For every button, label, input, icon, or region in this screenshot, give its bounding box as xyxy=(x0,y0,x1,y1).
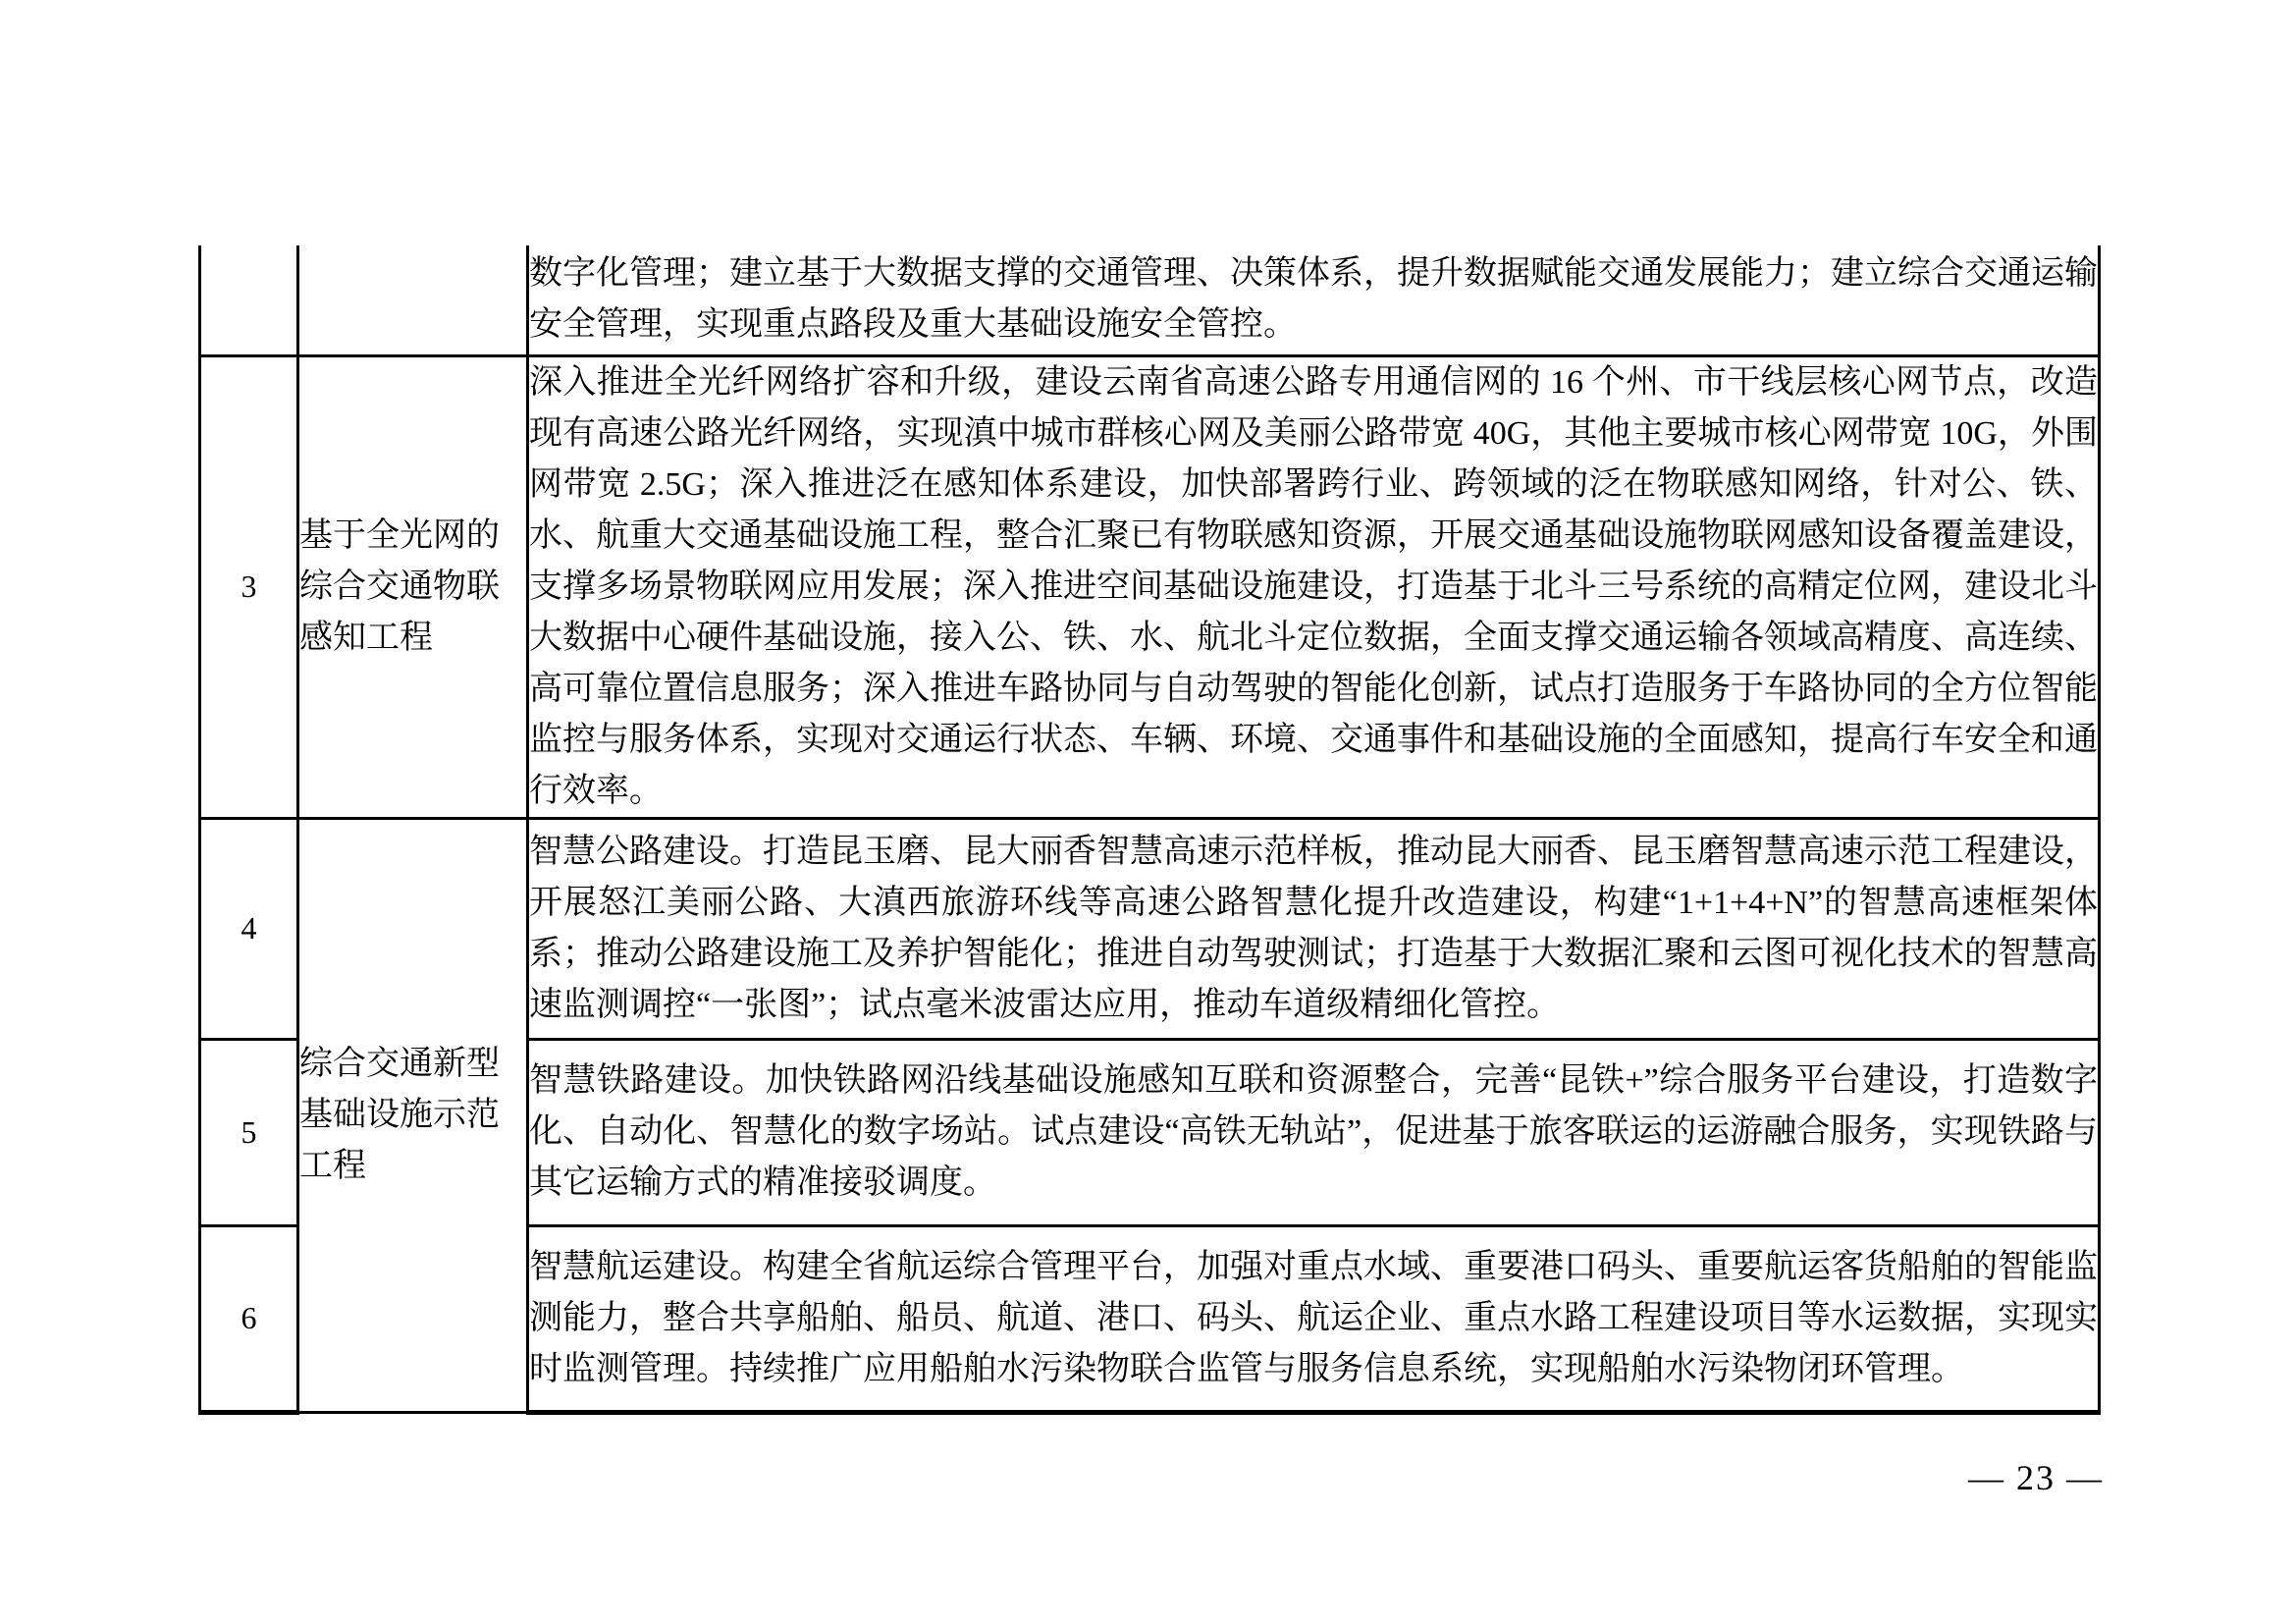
project-desc-cell: 智慧航运建设。构建全省航运综合管理平台，加强对重点水域、重要港口码头、重要航运客货船舶的智能监测能力，整合共享船舶、船员、航道、港口、码头、航运企业、重点水路工程建设项目等水运数据，实现实时监测管理。持续推广应用船舶水污染物联合监管与服务信息系统，实现船舶水污染物闭环管理。 xyxy=(528,1225,2100,1412)
project-name-cell-merged: 综合交通新型基础设施示范工程 xyxy=(298,818,528,1412)
row-number-cell: 6 xyxy=(200,1225,298,1412)
project-desc-cell: 智慧铁路建设。加快铁路网沿线基础设施感知互联和资源整合，完善“昆铁+”综合服务平台建设，打造数字化、自动化、智慧化的数字场站。试点建设“高铁无轨站”，促进基于旅客联运的运游融合服务，实现铁路与其它运输方式的精准接驳调度。 xyxy=(528,1039,2100,1225)
table-row-4 xyxy=(200,818,2100,1039)
row-number-cell xyxy=(200,245,298,355)
table-row-3 xyxy=(200,355,2100,818)
project-name-cell: 基于全光网的综合交通物联感知工程 xyxy=(298,355,528,818)
project-desc-cell: 智慧公路建设。打造昆玉磨、昆大丽香智慧高速示范样板，推动昆大丽香、昆玉磨智慧高速示范工程建设，开展怒江美丽公路、大滇西旅游环线等高速公路智慧化提升改造建设，构建“1+1+4+N”的智慧高速框架体系；推动公路建设施工及养护智能化；推进自动驾驶测试；打造基于大数据汇聚和云图可视化技术的智慧高速监测调控“一张图”；试点毫米波雷达应用，推动车道级精细化管控。 xyxy=(528,818,2100,1039)
table-row-continuation xyxy=(200,245,2100,355)
project-desc-cell: 深入推进全光纤网络扩容和升级，建设云南省高速公路专用通信网的 16 个州、市干线层核心网节点，改造现有高速公路光纤网络，实现滇中城市群核心网及美丽公路带宽 40G，其他主要城市核心网带宽 10G，外围网带宽 2.5G；深入推进泛在感知体系建设，加快部署跨行业、跨领域的泛在物联感知网络，针对公、铁、水、航重大交通基础设施工程，整合汇聚已有物联感知资源，开展交通基础设施物联网感知设备覆盖建设，支撑多场景物联网应用发展；深入推进空间基础设施建设，打造基于北斗三号系统的高精定位网，建设北斗大数据中心硬件基础设施，接入公、铁、水、航北斗定位数据，全面支撑交通运输各领域高精度、高连续、高可靠位置信息服务；深入推进车路协同与自动驾驶的智能化创新，试点打造服务于车路协同的全方位智能监控与服务体系，实现对交通运行状态、车辆、环境、交通事件和基础设施的全面感知，提高行车安全和通行效率。 xyxy=(528,355,2100,818)
row-number-cell: 5 xyxy=(200,1039,298,1225)
row-number-cell: 4 xyxy=(200,818,298,1039)
project-name-cell xyxy=(298,245,528,355)
projects-table xyxy=(198,245,2101,1415)
page-number: — 23 — xyxy=(1968,1458,2104,1497)
project-desc-cell: 数字化管理；建立基于大数据支撑的交通管理、决策体系，提升数据赋能交通发展能力；建立综合交通运输安全管理，实现重点路段及重大基础设施安全管控。 xyxy=(528,245,2100,355)
row-number-cell: 3 xyxy=(200,355,298,818)
